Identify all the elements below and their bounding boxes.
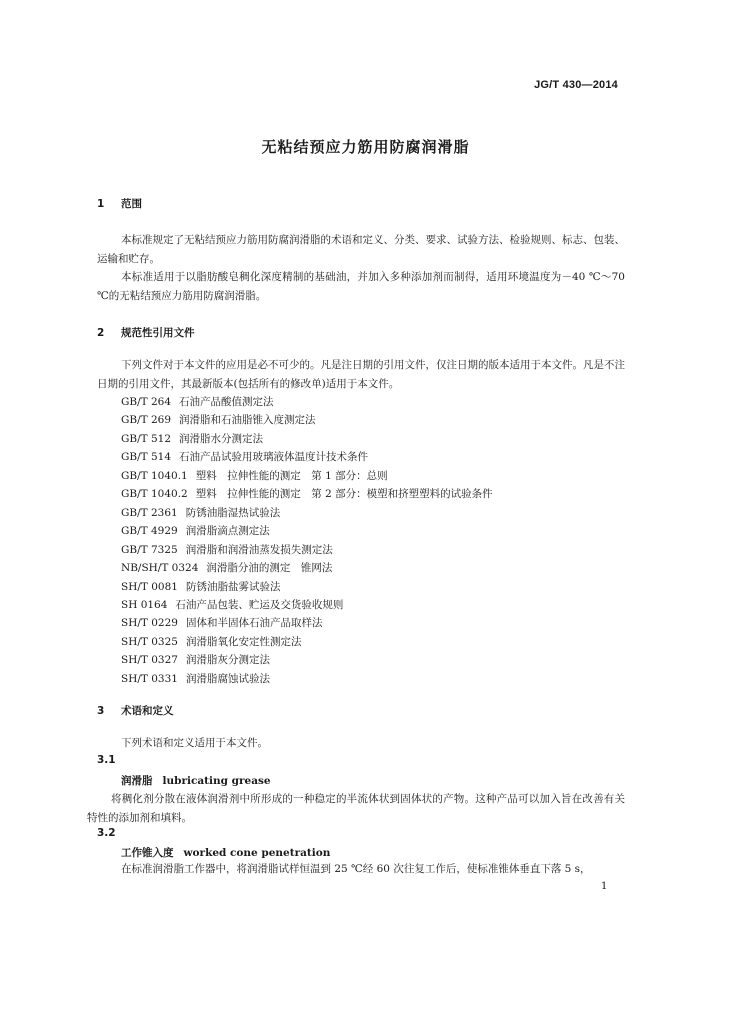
reference-code: SH 0164 — [121, 598, 168, 611]
reference-code: GB/T 512 — [121, 432, 172, 445]
reference-item — [121, 578, 493, 596]
section-3-heading — [97, 703, 174, 718]
reference-code: GB/T 264 — [121, 396, 172, 408]
reference-code: NB/SH/T 0324 — [121, 562, 199, 575]
reference-code: GB/T 514 — [121, 451, 172, 464]
reference-title: 润滑脂氧化安定性测定法 — [185, 635, 302, 648]
reference-title: 塑料 拉伸性能的测定 第 2 部分：模塑和挤塑塑料的试验条件 — [195, 488, 493, 501]
reference-item — [121, 411, 493, 429]
reference-item — [121, 467, 493, 485]
reference-item — [121, 614, 493, 632]
term-english: worked cone penetration — [183, 847, 331, 859]
reference-item — [121, 541, 493, 559]
section-title: 范围 — [121, 198, 142, 210]
reference-title: 固体和半固体石油产品取样法 — [185, 617, 323, 630]
reference-code: GB/T 1040.1 — [121, 469, 188, 482]
reference-item — [121, 596, 493, 614]
reference-title: 防锈油脂湿热试验法 — [185, 506, 281, 519]
reference-title: 塑料 拉伸性能的测定 第 1 部分：总则 — [195, 469, 388, 482]
reference-code: GB/T 2361 — [121, 506, 178, 519]
reference-code: SH/T 0325 — [121, 635, 178, 648]
reference-code: GB/T 1040.2 — [121, 488, 188, 501]
reference-item — [121, 485, 493, 503]
term-heading — [121, 845, 330, 860]
page-number: 1 — [601, 881, 608, 892]
reference-item — [121, 670, 493, 688]
reference-code: GB/T 4929 — [121, 525, 178, 538]
reference-item — [121, 522, 493, 540]
reference-item — [121, 633, 493, 651]
term-number: 3.1 — [97, 754, 116, 766]
section-title: 规范性引用文件 — [121, 327, 195, 339]
term-number: 3.2 — [97, 827, 116, 839]
reference-title: 润滑脂滴点测定法 — [185, 525, 270, 538]
reference-item — [121, 430, 493, 448]
scope-paragraph-2: 本标准适用于以脂肪酸皂稠化深度精制的基础油，并加入多种添加剂而制得，适用环境温度为－40 ℃～70 ℃的无粘结预应力筋用防腐润滑脂。 — [97, 271, 625, 302]
reference-title: 润滑脂灰分测定法 — [185, 654, 270, 667]
reference-title: 石油产品试验用玻璃液体温度计技术条件 — [179, 451, 369, 464]
section-number: 3 — [97, 705, 105, 717]
reference-list — [121, 393, 493, 688]
standard-code: JG/T 430—2014 — [534, 79, 618, 91]
scope-paragraph-1: 本标准规定了无粘结预应力筋用防腐润滑脂的术语和定义、分类、要求、试验方法、检验规则、标志、包装、运输和贮存。 — [97, 234, 625, 265]
reference-title: 防锈油脂盐雾试验法 — [185, 580, 281, 593]
reference-code: GB/T 269 — [121, 414, 172, 427]
reference-code: SH/T 0081 — [121, 580, 178, 593]
reference-code: SH/T 0327 — [121, 654, 178, 667]
section-number: 1 — [97, 198, 105, 210]
term-heading — [121, 773, 271, 788]
reference-title: 石油产品包装、贮运及交货验收规则 — [175, 598, 344, 611]
term-definition: 将稠化剂分散在液体润滑剂中所形成的一种稳定的半流体状到固体状的产物。这种产品可以加入旨在改善有关特性的添加剂和填料。 — [87, 793, 625, 824]
section-2-heading — [97, 325, 195, 340]
reference-item — [121, 559, 493, 577]
reference-item — [121, 504, 493, 522]
section-title: 术语和定义 — [121, 705, 174, 717]
reference-code: SH/T 0331 — [121, 672, 178, 685]
reference-title: 润滑脂分油的测定 锥网法 — [206, 562, 333, 575]
reference-title: 润滑脂和润滑油蒸发损失测定法 — [185, 543, 333, 556]
term-english: lubricating grease — [162, 775, 271, 787]
references-intro: 下列文件对于本文件的应用是必不可少的。凡是注日期的引用文件，仅注日期的版本适用于本文件。凡是不注日期的引用文件，其最新版本(包括所有的修改单)适用于本文件。 — [97, 359, 625, 390]
section-number: 2 — [97, 327, 105, 339]
term-chinese: 工作锥入度 — [121, 847, 174, 859]
term-definition: 在标准润滑脂工作器中，将润滑脂试样恒温到 25 ℃经 60 次往复工作后，使标准锥体垂直下落 5 s， — [121, 863, 591, 875]
reference-code: SH/T 0229 — [121, 617, 178, 630]
reference-title: 润滑脂水分测定法 — [179, 432, 264, 445]
section-1-heading — [97, 196, 142, 211]
reference-title: 润滑脂腐蚀试验法 — [185, 672, 270, 685]
reference-item — [121, 448, 493, 466]
term-chinese: 润滑脂 — [121, 775, 153, 787]
reference-item — [121, 651, 493, 669]
reference-title: 润滑脂和石油脂锥入度测定法 — [179, 414, 316, 427]
terms-intro: 下列术语和定义适用于本文件。 — [121, 737, 268, 749]
reference-code: GB/T 7325 — [121, 543, 178, 556]
reference-title: 石油产品酸值测定法 — [179, 396, 274, 408]
reference-item — [121, 393, 493, 411]
document-title: 无粘结预应力筋用防腐润滑脂 — [261, 138, 470, 156]
